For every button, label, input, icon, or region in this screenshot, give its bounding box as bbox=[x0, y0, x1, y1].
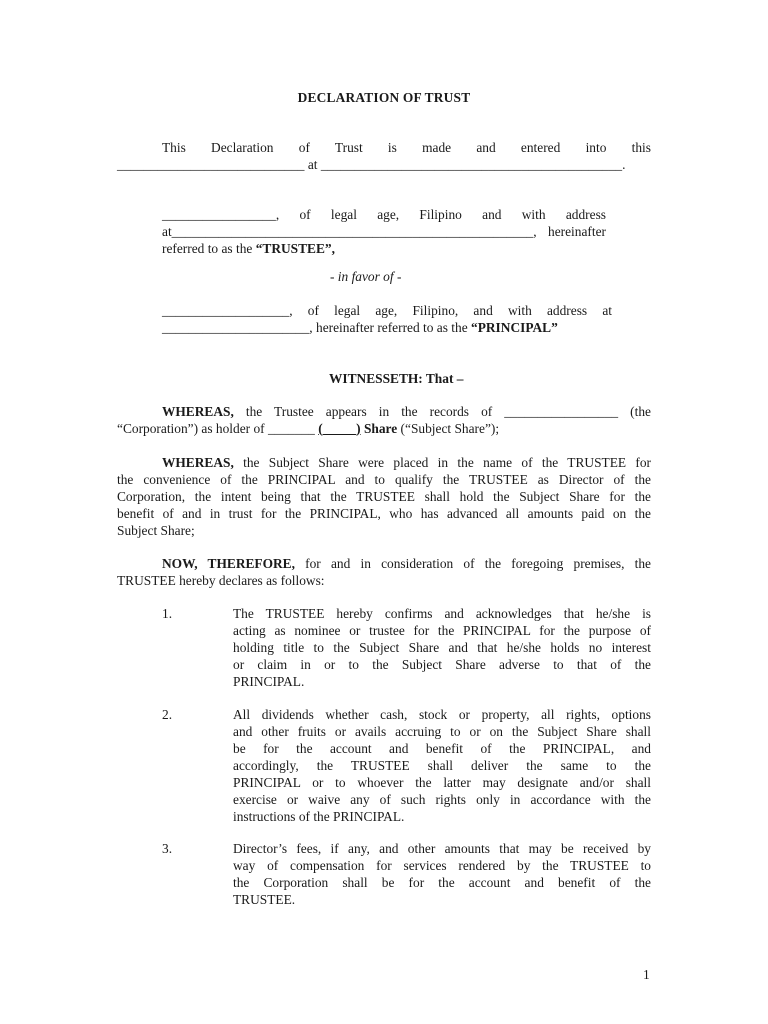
principal-line-1-text: , of legal age, Filipino, and with address at bbox=[289, 303, 612, 318]
whereas-2-line-3: Corporation, the intent being that the TRUSTEE shall hold the Subject Share for the bbox=[117, 489, 651, 504]
whereas-2-line-4: benefit of and in trust for the PRINCIPAL, who has advanced all amounts paid on the bbox=[117, 506, 651, 521]
witnesseth-heading: WITNESSETH: That – bbox=[329, 371, 464, 386]
whereas-1-end: (the bbox=[618, 404, 651, 419]
intro-line-1: This Declaration of Trust is made and entered into this bbox=[162, 140, 651, 155]
document-title: DECLARATION OF TRUST bbox=[297, 90, 471, 105]
clause-2-line-7: instructions of the PRINCIPAL. bbox=[233, 809, 405, 824]
principal-line-2 bbox=[162, 319, 612, 336]
clause-1-line-2: acting as nominee or trustee for the PRINCIPAL for the purpose of bbox=[233, 623, 651, 638]
intro-line-2 bbox=[117, 156, 651, 173]
whereas-1-line-2-text: “Corporation”) as holder of bbox=[117, 421, 268, 436]
clause-1-line-3: holding title to the Subject Share and that he/she holds no interest bbox=[233, 640, 651, 655]
trustee-label: “TRUSTEE”, bbox=[255, 241, 335, 256]
date-blank: ____________________________ bbox=[117, 157, 305, 172]
trustee-line-2 bbox=[162, 223, 606, 240]
clause-1-number: 1. bbox=[162, 606, 173, 621]
clause-1-line-4: or claim in or to the Subject Share adverse to that of the bbox=[233, 657, 651, 672]
whereas-1-line-2 bbox=[117, 420, 651, 437]
clause-2-line-3: be for the account and benefit of the PRINCIPAL, and bbox=[233, 741, 651, 756]
now-therefore-line-2: TRUSTEE hereby declares as follows: bbox=[117, 573, 325, 588]
trustee-referred-text: referred to as the bbox=[162, 241, 256, 256]
clause-2-line-6: exercise or waive any of such rights only in accordance with the bbox=[233, 792, 651, 807]
clause-2-line-4: accordingly, the TRUSTEE shall deliver the same to the bbox=[233, 758, 651, 773]
principal-label: “PRINCIPAL” bbox=[471, 320, 558, 335]
clause-3-number: 3. bbox=[162, 841, 173, 856]
clause-3-line-3: the Corporation shall be for the account and benefit of the bbox=[233, 875, 651, 890]
whereas-2-line-2: the convenience of the PRINCIPAL and to qualify the TRUSTEE as Director of the bbox=[117, 472, 651, 487]
clause-2-line-2: and other fruits or avails accruing to or on the Subject Share shall bbox=[233, 724, 651, 739]
place-blank: _____________________________________________ bbox=[320, 157, 623, 172]
clause-1-line-1: The TRUSTEE hereby confirms and acknowledges that he/she is bbox=[233, 606, 651, 621]
corporation-blank: _________________ bbox=[504, 404, 619, 419]
whereas-1-text: the Trustee appears in the records of bbox=[233, 404, 505, 419]
principal-line-1 bbox=[162, 302, 612, 319]
in-favor-of: - in favor of - bbox=[330, 269, 402, 284]
share-word: Share bbox=[360, 421, 398, 436]
whereas-2-text: the Subject Share were placed in the name of the TRUSTEE for bbox=[233, 455, 651, 470]
principal-referred-text: , hereinafter referred to as the bbox=[309, 320, 472, 335]
clause-3-line-4: TRUSTEE. bbox=[233, 892, 296, 907]
clause-3-line-1: Director’s fees, if any, and other amounts that may be received by bbox=[233, 841, 651, 856]
whereas-2-line-5: Subject Share; bbox=[117, 523, 195, 538]
trustee-line-2-text: , hereinafter bbox=[533, 224, 606, 239]
clause-2-line-5: PRINCIPAL or to whoever the latter may designate and/or shall bbox=[233, 775, 651, 790]
now-therefore-line-1 bbox=[162, 555, 651, 572]
whereas-1-lead: WHEREAS, bbox=[162, 404, 234, 419]
share-count-words-blank: _______ bbox=[267, 421, 315, 436]
clause-2-line-1: All dividends whether cash, stock or property, all rights, options bbox=[233, 707, 651, 722]
trustee-address-blank: at______________________________________________________ bbox=[162, 224, 534, 239]
now-therefore-text: for and in consideration of the foregoing premises, the bbox=[294, 556, 652, 571]
clause-1-line-5: PRINCIPAL. bbox=[233, 674, 305, 689]
at-word: at bbox=[304, 157, 321, 172]
trustee-line-1-text: , of legal age, Filipino and with address bbox=[275, 207, 606, 222]
page-number: 1 bbox=[643, 967, 650, 982]
clause-2-number: 2. bbox=[162, 707, 173, 722]
intro-period: . bbox=[622, 157, 626, 172]
whereas-2-lead: WHEREAS, bbox=[162, 455, 234, 470]
now-therefore-lead: NOW, THEREFORE, bbox=[162, 556, 295, 571]
trustee-line-3 bbox=[162, 240, 606, 257]
subject-share-definition: (“Subject Share”); bbox=[397, 421, 500, 436]
principal-address-blank: ______________________ bbox=[162, 320, 310, 335]
trustee-line-1 bbox=[162, 206, 606, 223]
principal-name-blank: ___________________ bbox=[162, 303, 290, 318]
trustee-name-blank: _________________ bbox=[162, 207, 276, 222]
share-count-number-blank: (_____) bbox=[318, 421, 361, 436]
whereas-1-line-1 bbox=[162, 403, 651, 420]
whereas-2-line-1 bbox=[162, 454, 651, 471]
clause-3-line-2: way of compensation for services rendered by the TRUSTEE to bbox=[233, 858, 651, 873]
